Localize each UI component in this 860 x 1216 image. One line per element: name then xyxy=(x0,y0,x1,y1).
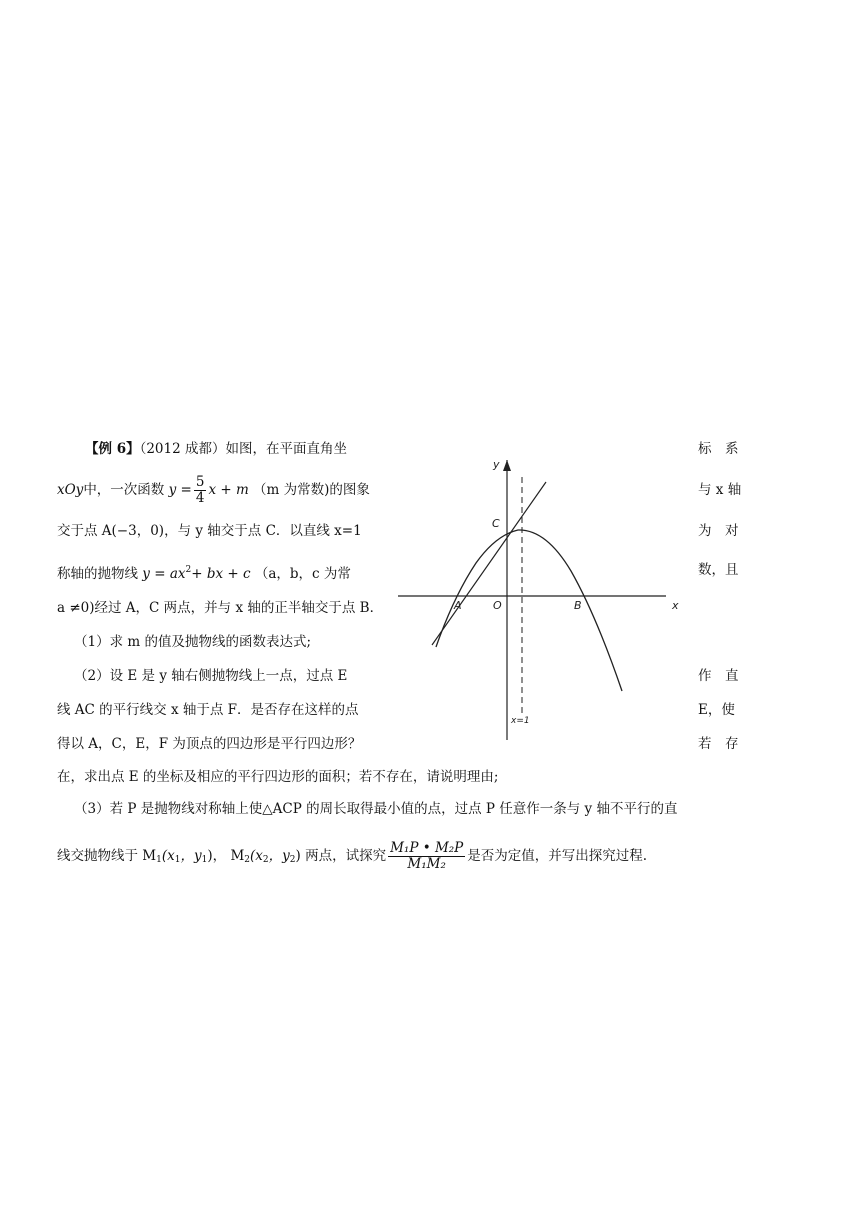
question-2-line-1: （2）设 E 是 y 轴右侧抛物线上一点，过点 E xyxy=(74,668,348,684)
problem-line-1 xyxy=(85,440,347,458)
label-a: A xyxy=(454,599,462,612)
coordinate-plane xyxy=(396,455,688,745)
right-text-6: 作 直 xyxy=(698,668,739,684)
problem-line-4: 称轴的抛物线 $y = ax^2+$ bx + c （a，b，c 为常 xyxy=(57,565,351,582)
problem-source: （2012 成都）如图，在平面直角坐 xyxy=(139,441,347,457)
right-text-4: 数，且 xyxy=(698,562,739,578)
question-1: （1）求 m 的值及抛物线的函数表达式; xyxy=(74,634,312,650)
label-symmetry-axis: x=1 xyxy=(511,716,530,726)
example-header: 【例 6】 xyxy=(85,441,140,457)
question-3-line-2: 线交抛物线于 $M_1(x_1$，$y_1$)， $M_2(x_2$，$y_2$) 两点，试探究 $\frac{\text{M₁P • M₂P}}{\text{M₁M₂}}$ 是否为定值，并写出探究过程. xyxy=(57,840,648,872)
label-y: y xyxy=(493,458,500,471)
label-b: B xyxy=(574,599,582,612)
line-ac xyxy=(432,482,546,645)
problem-line-3: 交于点 A(−3，0)，与 y 轴交于点 C．以直线 x=1 xyxy=(57,523,362,539)
label-o: O xyxy=(493,599,502,612)
right-text-3: 为 对 xyxy=(698,523,739,539)
question-2-line-2: 线 AC 的平行线交 x 轴于点 F．是否存在这样的点 xyxy=(57,702,359,718)
fraction-m1p-m2p: $\frac{\text{M₁P • M₂P}}{\text{M₁M₂}}$ xyxy=(390,840,464,872)
parabola-figure xyxy=(396,455,688,745)
fraction-5-4: $\frac{5}{4}$ xyxy=(195,474,205,506)
question-3-line-1: （3）若 P 是抛物线对称轴上使△ACP 的周长取得最小值的点，过点 P 任意作一条与 y 轴不平行的直 xyxy=(74,801,678,817)
right-text-1: 标 系 xyxy=(698,441,739,457)
problem-line-5: a ≠0)经过 A，C 两点，并与 x 轴的正半轴交于点 B． xyxy=(57,600,384,616)
right-text-2: 与 x 轴 xyxy=(698,482,742,498)
question-2-line-4: 在，求出点 E 的坐标及相应的平行四边形的面积；若不存在，请说明理由; xyxy=(57,769,499,785)
label-x: x xyxy=(672,599,679,612)
right-text-8: 若 存 xyxy=(698,736,739,752)
problem-line-2: xOy中，一次函数 y = $\frac{5}{4}$ x + m （m 为常数)的图象 xyxy=(57,474,370,506)
y-axis-arrow-icon xyxy=(503,460,511,471)
parabola-curve xyxy=(436,530,622,691)
question-2-line-3: 得以 A，C，E，F 为顶点的四边形是平行四边形？ xyxy=(57,736,362,752)
label-c: C xyxy=(492,517,500,530)
right-text-7: E，使 xyxy=(698,702,735,718)
